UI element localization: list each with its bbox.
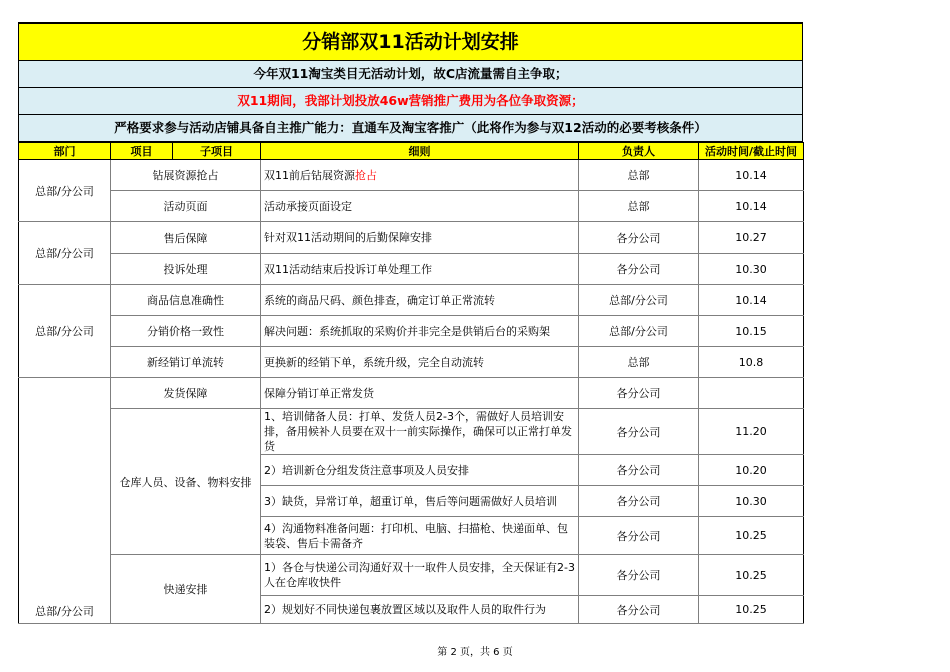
detail-cell: 1）各仓与快递公司沟通好双十一取件人员安排，全天保证有2-3人在仓库收快件 — [261, 555, 579, 596]
item-cell: 售后保障 — [111, 222, 261, 254]
time-cell: 10.25 — [699, 596, 804, 624]
owner-cell: 各分公司 — [579, 455, 699, 486]
detail-cell: 4）沟通物料准备问题：打印机、电脑、扫描枪、快递面单、包装袋、售后卡需备齐 — [261, 517, 579, 555]
owner-cell: 各分公司 — [579, 486, 699, 517]
sheet-title: 分销部双11活动计划安排 — [18, 22, 803, 61]
dept-cell: 总部/分公司 — [19, 378, 111, 624]
item-cell: 钻展资源抢占 — [111, 160, 261, 191]
detail-cell: 解决问题：系统抓取的采购价并非完全是供销后台的采购架 — [261, 316, 579, 347]
table-header-row — [19, 143, 804, 160]
owner-cell: 各分公司 — [579, 378, 699, 409]
detail-cell: 1、培训储备人员：打单、发货人员2-3个，需做好人员培训安排，备用候补人员要在双十一前实际操作，确保可以正常打单发货 — [261, 409, 579, 455]
item-cell: 快递安排 — [111, 555, 261, 624]
time-cell — [699, 378, 804, 409]
owner-cell: 总部/分公司 — [579, 316, 699, 347]
detail-cell: 系统的商品尺码、颜色排查，确定订单正常流转 — [261, 285, 579, 316]
owner-cell: 总部 — [579, 347, 699, 378]
detail-cell: 针对双11活动期间的后勤保障安排 — [261, 222, 579, 254]
time-cell: 10.15 — [699, 316, 804, 347]
header-subitem: 子项目 — [173, 143, 261, 160]
dept-cell: 总部/分公司 — [19, 285, 111, 378]
time-cell: 10.14 — [699, 160, 804, 191]
plan-table — [18, 142, 804, 624]
table-row — [19, 160, 804, 191]
item-cell: 分销价格一致性 — [111, 316, 261, 347]
item-cell: 投诉处理 — [111, 254, 261, 285]
detail-highlight: 抢占 — [355, 168, 377, 182]
notice-row-2: 双11期间，我部计划投放46w营销推广费用为各位争取资源； — [18, 88, 803, 115]
time-cell: 10.27 — [699, 222, 804, 254]
time-cell: 10.25 — [699, 517, 804, 555]
detail-cell: 2）规划好不同快递包裹放置区域以及取件人员的取件行为 — [261, 596, 579, 624]
owner-cell: 各分公司 — [579, 596, 699, 624]
table-row — [19, 254, 804, 285]
owner-cell: 总部 — [579, 160, 699, 191]
detail-cell: 2）培训新仓分组发货注意事项及人员安排 — [261, 455, 579, 486]
spreadsheet-page — [18, 22, 803, 624]
header-detail: 细则 — [261, 143, 579, 160]
page-footer: 第 2 页，共 6 页 — [437, 647, 513, 658]
item-cell: 发货保障 — [111, 378, 261, 409]
header-owner: 负责人 — [579, 143, 699, 160]
notice-row-1: 今年双11淘宝类目无活动计划，故C店流量需自主争取； — [18, 61, 803, 88]
detail-cell: 活动承接页面设定 — [261, 191, 579, 222]
detail-text: 双11前后钻展资源 — [264, 168, 355, 182]
detail-cell — [261, 160, 579, 191]
owner-cell: 各分公司 — [579, 222, 699, 254]
table-row — [19, 191, 804, 222]
detail-cell: 更换新的经销下单，系统升级，完全自动流转 — [261, 347, 579, 378]
owner-cell: 各分公司 — [579, 517, 699, 555]
time-cell: 10.14 — [699, 285, 804, 316]
table-row — [19, 378, 804, 409]
table-row — [19, 555, 804, 596]
owner-cell: 各分公司 — [579, 409, 699, 455]
dept-cell: 总部/分公司 — [19, 222, 111, 285]
table-row — [19, 347, 804, 378]
owner-cell: 总部 — [579, 191, 699, 222]
item-cell: 新经销订单流转 — [111, 347, 261, 378]
header-item: 项目 — [111, 143, 173, 160]
item-cell: 活动页面 — [111, 191, 261, 222]
header-dept: 部门 — [19, 143, 111, 160]
table-row — [19, 222, 804, 254]
time-cell: 10.30 — [699, 254, 804, 285]
item-cell: 仓库人员、设备、物料安排 — [111, 409, 261, 555]
table-row — [19, 316, 804, 347]
header-time: 活动时间/截止时间 — [699, 143, 804, 160]
time-cell: 10.14 — [699, 191, 804, 222]
detail-cell: 保障分销订单正常发货 — [261, 378, 579, 409]
detail-cell: 双11活动结束后投诉订单处理工作 — [261, 254, 579, 285]
time-cell: 11.20 — [699, 409, 804, 455]
table-row — [19, 285, 804, 316]
time-cell: 10.8 — [699, 347, 804, 378]
owner-cell: 各分公司 — [579, 254, 699, 285]
table-row — [19, 409, 804, 455]
item-cell: 商品信息准确性 — [111, 285, 261, 316]
detail-cell: 3）缺货，异常订单，超重订单，售后等问题需做好人员培训 — [261, 486, 579, 517]
time-cell: 10.20 — [699, 455, 804, 486]
owner-cell: 各分公司 — [579, 555, 699, 596]
time-cell: 10.30 — [699, 486, 804, 517]
dept-cell: 总部/分公司 — [19, 160, 111, 222]
owner-cell: 总部/分公司 — [579, 285, 699, 316]
notice-row-3: 严格要求参与活动店铺具备自主推广能力：直通车及淘宝客推广（此将作为参与双12活动的必要考核条件） — [18, 115, 803, 142]
time-cell: 10.25 — [699, 555, 804, 596]
